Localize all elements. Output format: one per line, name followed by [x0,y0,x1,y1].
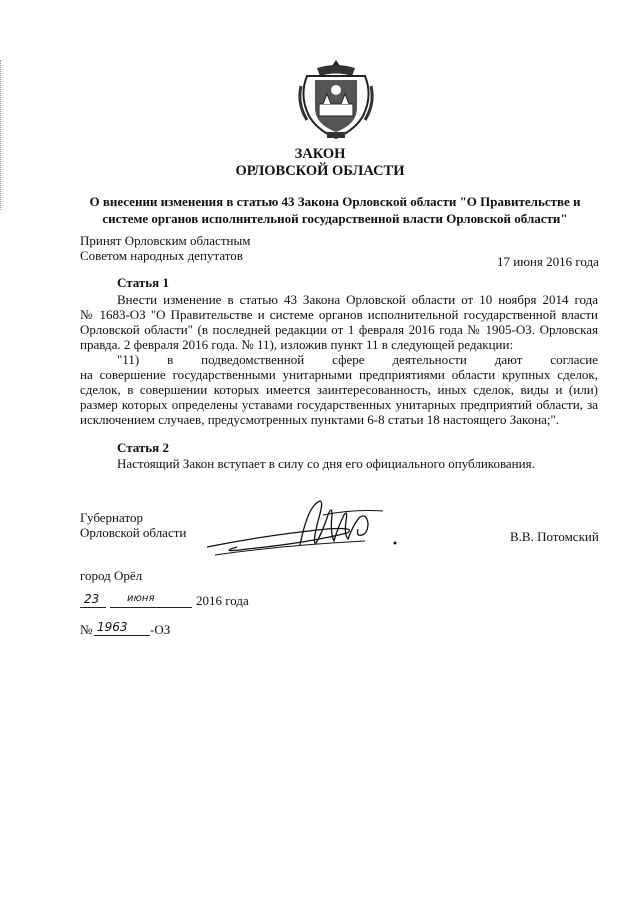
number-prefix: № [80,622,93,637]
law-subtitle: О внесении изменения в статью 43 Закона Орловской области "О Правительстве и системе органов исполнительной государственной власти Орловской области" [89,194,581,226]
article-1-line: № 1683-ОЗ "О Правительстве и системе органов исполнительной государственной власти [80,307,598,322]
article-1-line: исключением случаев, предусмотренных пунктами 6-8 статьи 18 настоящего Закона;". [80,412,560,427]
handwritten-signature [205,495,420,565]
law-title: ЗАКОН [294,146,346,162]
signatory-name: В.В. Потомский [510,529,599,544]
adoption-date: 17 июня 2016 года [497,254,599,269]
adoption-line-1: Принят Орловским областным [80,233,251,248]
article-1-line: Внести изменение в статью 43 Закона Орловской области от 10 ноября 2014 года [117,292,598,307]
place-of-signing: город Орёл [80,568,143,583]
adoption-line-2: Советом народных депутатов [80,248,243,263]
date-day-underline [80,607,106,608]
article-1-line: размер которых определены уставами государственных унитарных предприятий области, за [80,397,598,412]
article-2-text: Настоящий Закон вступает в силу со дня его официального опубликования. [117,456,535,471]
article-2-heading: Статья 2 [117,440,169,455]
date-year: 2016 года [196,593,249,608]
article-1-line: правда. 2 февраля 2016 года. № 11), изложив пункт 11 в следующей редакции: [80,337,514,352]
article-1-line: на совершение государственными унитарными предприятиями области крупных сделок, [80,367,598,382]
number-underline [94,635,150,636]
signatory-position: Губернатор [80,510,143,525]
date-month: июня [127,593,155,604]
article-1-line: "11) в подведомственной сфере деятельности дают согласие [117,352,598,367]
law-number: 1963 [97,620,128,634]
number-suffix: -ОЗ [150,622,171,637]
scan-edge-mark [0,60,3,210]
signatory-region: Орловской области [80,525,187,540]
date-day: 23 [84,592,100,606]
law-region: ОРЛОВСКОЙ ОБЛАСТИ [235,163,405,179]
coat-of-arms-icon [297,58,375,140]
article-1-heading: Статья 1 [117,275,169,290]
article-1-line: сделок, в совершении которых имеется заинтересованность, иных сделок, виды и (или) [80,382,598,397]
date-month-underline [110,607,192,608]
article-1-line: Орловской области" (в последней редакции от 1 февраля 2016 года № 1905-ОЗ. Орловская [80,322,598,337]
